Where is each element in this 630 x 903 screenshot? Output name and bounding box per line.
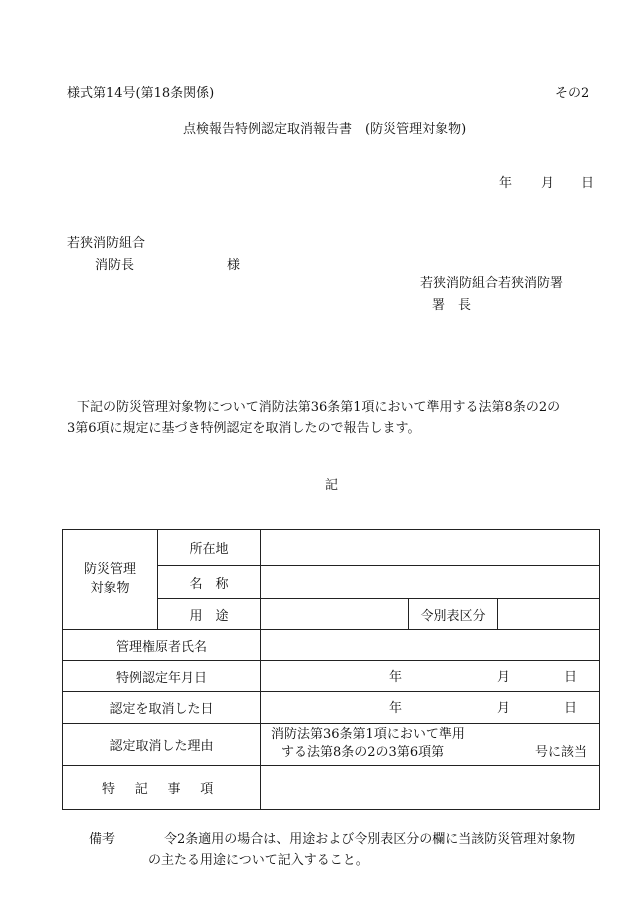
name-field[interactable]: [261, 566, 600, 599]
notes-label: 特 記 事 項: [63, 766, 261, 810]
cert-month: 月: [497, 670, 511, 685]
category-label: 令別表区分: [409, 599, 498, 630]
sender-title: 署 長: [432, 298, 472, 313]
addressee-chief: 消防長: [95, 258, 135, 273]
cert-date-label: 特例認定年月日: [63, 661, 261, 692]
ki-label: 記: [325, 478, 339, 493]
revoke-year: 年: [389, 701, 403, 716]
document-title: 点検報告特例認定取消報告書 (防災管理対象物): [183, 122, 467, 137]
cert-year: 年: [389, 670, 403, 685]
remark-line-1: 令2条適用の場合は、用途および令別表区分の欄に当該防災管理対象物: [164, 832, 576, 847]
reason-suffix: 号に該当: [535, 745, 588, 760]
addressee-honorific: 様: [227, 258, 241, 273]
reason-field[interactable]: [261, 724, 600, 766]
revoke-date-field[interactable]: [261, 692, 600, 724]
body-line-2: 3第6項に規定に基づき特例認定を取消したので報告します。: [67, 421, 421, 436]
page-label: その2: [555, 86, 590, 101]
notes-field[interactable]: [261, 766, 600, 810]
revoke-month: 月: [497, 701, 511, 716]
body-line-1: 下記の防災管理対象物について消防法第36条第1項において準用する法第8条の2の: [77, 400, 561, 415]
location-field[interactable]: [261, 530, 600, 566]
date-year: 年: [499, 176, 513, 191]
cert-date-field[interactable]: [261, 661, 600, 692]
reason-label: 認定取消した理由: [63, 724, 261, 766]
name-label: 名 称: [158, 566, 261, 599]
owner-field[interactable]: [261, 630, 600, 661]
date-day: 日: [581, 176, 595, 191]
sender-org: 若狭消防組合若狭消防署: [420, 276, 564, 291]
report-table: [62, 529, 600, 810]
date-month: 月: [541, 176, 555, 191]
target-object-label: 防災管理 対象物: [63, 530, 158, 630]
reason-line-2: する法第8条の2の3第6項第: [281, 745, 445, 760]
usage-field[interactable]: [261, 599, 409, 630]
usage-label: 用 途: [158, 599, 261, 630]
revoke-date-label: 認定を取消した日: [63, 692, 261, 724]
location-label: 所在地: [158, 530, 261, 566]
reason-line-1: 消防法第36条第1項において準用: [271, 727, 465, 742]
revoke-day: 日: [564, 701, 578, 716]
cert-day: 日: [564, 670, 578, 685]
remark-line-2: の主たる用途について記入すること。: [148, 853, 369, 868]
remark-label: 備考: [89, 832, 116, 847]
owner-label: 管理権原者氏名: [63, 630, 261, 661]
addressee-org: 若狭消防組合: [67, 236, 146, 251]
category-field[interactable]: [498, 599, 600, 630]
form-number: 様式第14号(第18条関係): [67, 86, 215, 101]
